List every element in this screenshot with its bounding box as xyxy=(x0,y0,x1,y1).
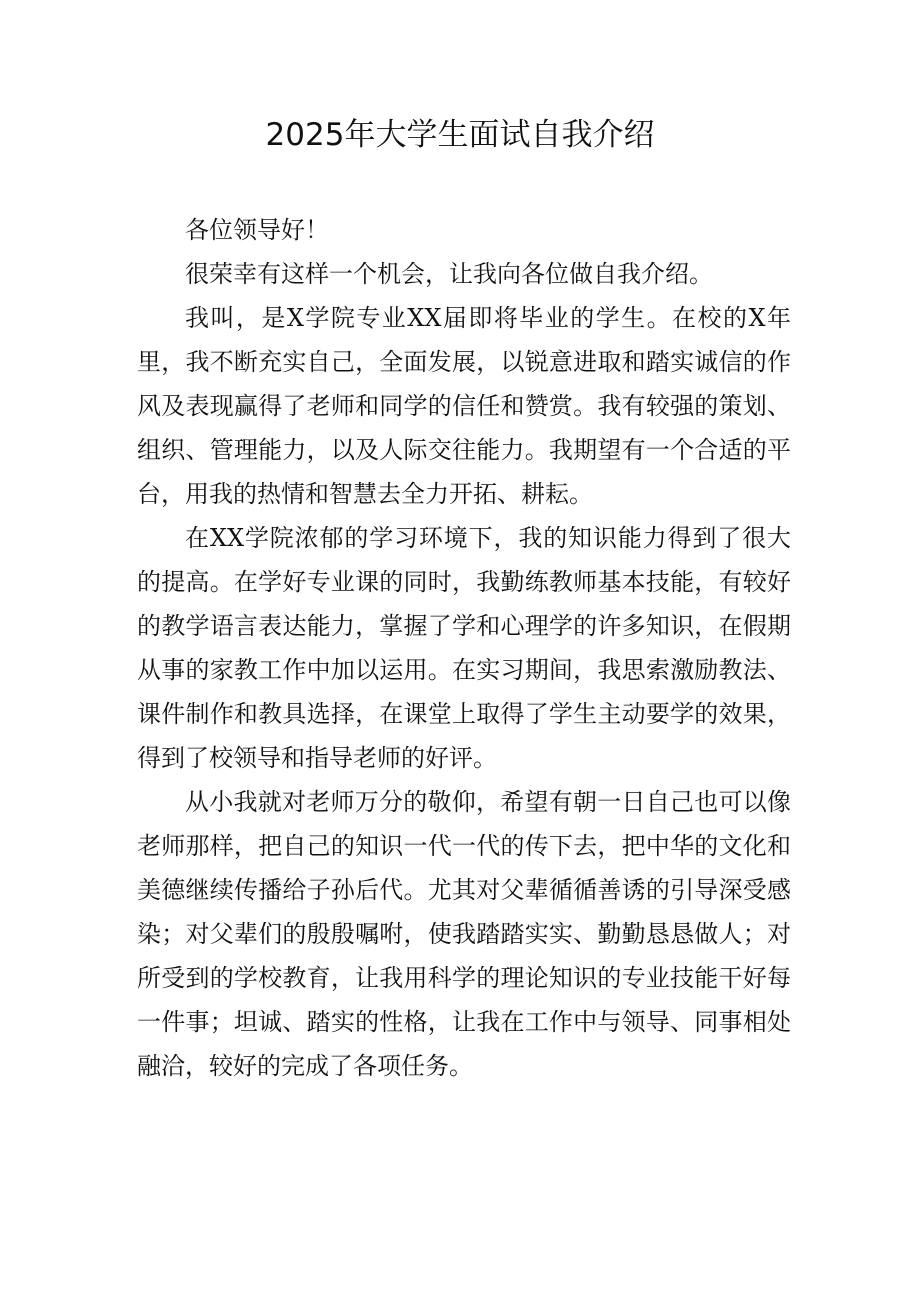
paragraph-introduction: 我叫，是X学院专业XX届即将毕业的学生。在校的X年里，我不断充实自己，全面发展，以锐意进取和踏实诚信的作风及表现赢得了老师和同学的信任和赞赏。我有较强的策划、组织、管理能力，以及人际交往能力。我期望有一个合适的平台，用我的热情和智慧去全力开拓、耕耘。 xyxy=(137,304,791,508)
paragraph-opening: 很荣幸有这样一个机会，让我向各位做自我介绍。 xyxy=(185,260,713,288)
document-title: 2025年大学生面试自我介绍 xyxy=(265,117,655,153)
paragraph-study-experience: 在XX学院浓郁的学习环境下，我的知识能力得到了很大的提高。在学好专业课的同时，我勤练教师基本技能，有较好的教学语言表达能力，掌握了学和心理学的许多知识，在假期从事的家教工作中加以运用。在实习期间，我思索激励教法、课件制作和教具选择，在课堂上取得了学生主动要学的效果，得到了校领导和指导老师的好评。 xyxy=(137,524,791,772)
paragraph-aspiration: 从小我就对老师万分的敬仰，希望有朝一日自己也可以像老师那样，把自己的知识一代一代的传下去，把中华的文化和美德继续传播给子孙后代。尤其对父辈循循善诱的引导深受感染；对父辈们的殷殷嘱咐，使我踏踏实实、勤勤恳恳做人；对所受到的学校教育，让我用科学的理论知识的专业技能干好每一件事；坦诚、踏实的性格，让我在工作中与领导、同事相处融洽，较好的完成了各项任务。 xyxy=(137,788,791,1080)
document-body xyxy=(137,208,791,1088)
paragraph-greeting: 各位领导好！ xyxy=(185,216,329,244)
